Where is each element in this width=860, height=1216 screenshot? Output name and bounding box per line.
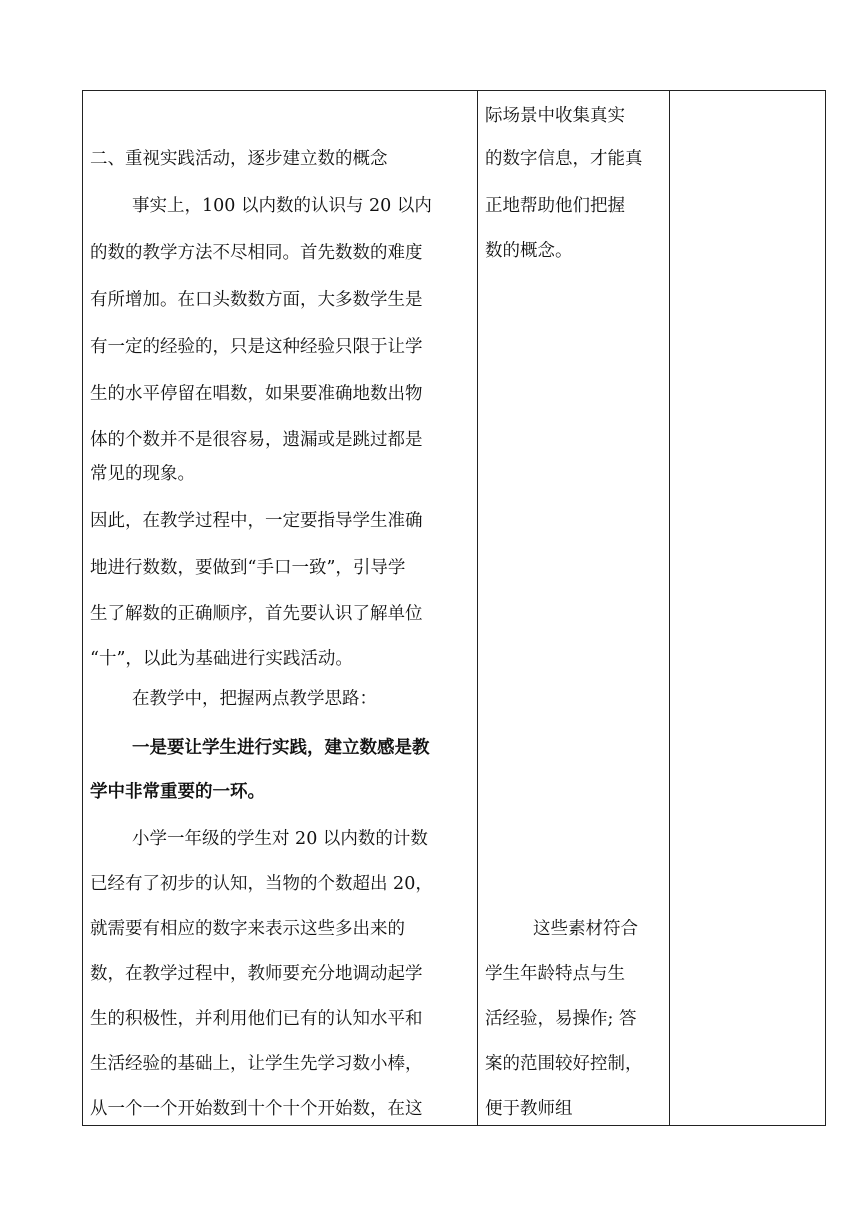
text-line: 地进行数数，要做到“手口一致”，引导学 (90, 558, 406, 578)
right-column (669, 91, 827, 1125)
bold-text-line: 一是要让学生进行实践，建立数感是教 (132, 738, 430, 758)
text-line: 常见的现象。 (90, 464, 195, 484)
text-line: 活经验，易操作; 答 (485, 1009, 637, 1029)
text-line: 在教学中，把握两点教学思路： (132, 689, 377, 709)
text-line: 小学一年级的学生对 20 以内数的计数 (132, 829, 428, 849)
text-line: 已经有了初步的认知，当物的个数超出 20， (90, 874, 433, 894)
column-divider (477, 91, 478, 1125)
bold-text-line: 学中非常重要的一环。 (90, 782, 265, 802)
text-line: 生的水平停留在唱数，如果要准确地数出物 (90, 384, 423, 404)
lesson-table (82, 90, 826, 1126)
text-line: “十”，以此为基础进行实践活动。 (90, 649, 353, 669)
text-line: 有一定的经验的，只是这种经验只限于让学 (90, 337, 423, 357)
text-line: 体的个数并不是很容易，遗漏或是跳过都是 (90, 430, 423, 450)
text-line: 际场景中收集真实 (485, 106, 625, 126)
text-line: 生的积极性，并利用他们已有的认知水平和 (90, 1009, 423, 1029)
text-line: 数，在教学过程中，教师要充分地调动起学 (90, 964, 423, 984)
text-line: 正地帮助他们把握 (485, 196, 625, 216)
text-line: 的数字信息，才能真 (485, 149, 643, 169)
text-line: 生了解数的正确顺序，首先要认识了解单位 (90, 604, 423, 624)
text-line: 这些素材符合 (533, 919, 638, 939)
text-line: 从一个一个开始数到十个十个开始数，在这 (90, 1099, 423, 1119)
text-line: 数的概念。 (485, 241, 573, 261)
section-heading: 二、重视实践活动，逐步建立数的概念 (90, 149, 388, 169)
text-line: 学生年龄特点与生 (485, 964, 625, 984)
text-line: 案的范围较好控制， (485, 1054, 643, 1074)
text-line: 便于教师组 (485, 1099, 573, 1119)
text-line: 因此，在教学过程中，一定要指导学生准确 (90, 511, 423, 531)
text-line: 的数的教学方法不尽相同。首先数数的难度 (90, 243, 423, 263)
text-line: 有所增加。在口头数数方面，大多数学生是 (90, 290, 423, 310)
text-line: 生活经验的基础上，让学生先学习数小棒， (90, 1054, 423, 1074)
text-line: 就需要有相应的数字来表示这些多出来的 (90, 919, 405, 939)
text-line: 事实上，100 以内数的认识与 20 以内 (132, 196, 432, 216)
